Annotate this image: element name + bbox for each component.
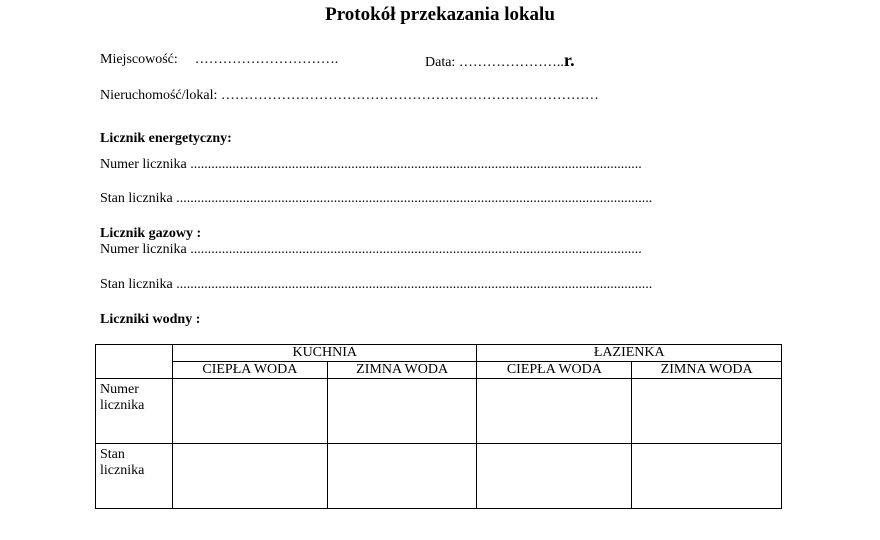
group-bathroom: ŁAZIENKA	[477, 345, 782, 362]
energy-number-dots[interactable]: .................................................................................................................................	[190, 157, 642, 172]
energy-number-label: Numer licznika	[100, 157, 187, 172]
table-group-row	[96, 345, 782, 362]
place-line	[100, 52, 338, 68]
date-suffix: r.	[563, 50, 575, 70]
property-dots[interactable]: ………………………………………………………………………	[220, 88, 599, 103]
cell-number-bathroom-cold[interactable]	[632, 379, 782, 444]
date-label: Data:	[425, 55, 456, 70]
col-kitchen-hot: CIEPŁA WODA	[173, 362, 328, 379]
energy-reading-dots[interactable]: ........................................................................................................................................	[176, 191, 653, 206]
col-bathroom-hot: CIEPŁA WODA	[477, 362, 632, 379]
cell-reading-kitchen-hot[interactable]	[173, 444, 328, 509]
water-heading: Liczniki wodny :	[100, 312, 201, 327]
gas-reading-dots[interactable]: ........................................................................................................................................	[176, 277, 653, 292]
cell-number-kitchen-hot[interactable]	[173, 379, 328, 444]
gas-reading-label: Stan licznika	[100, 277, 173, 292]
group-kitchen: KUCHNIA	[173, 345, 477, 362]
date-line	[425, 50, 575, 71]
gas-number-label: Numer licznika	[100, 242, 187, 257]
energy-number-line	[100, 157, 642, 173]
place-dots[interactable]: ………………………….	[194, 52, 339, 67]
document-title: Protokół przekazania lokalu	[325, 4, 555, 25]
cell-reading-bathroom-hot[interactable]	[477, 444, 632, 509]
row-label-number: Numer licznika	[96, 379, 173, 444]
cell-number-bathroom-hot[interactable]	[477, 379, 632, 444]
gas-heading: Licznik gazowy :	[100, 226, 202, 241]
gas-number-line	[100, 242, 642, 258]
place-label: Miejscowość:	[100, 52, 178, 67]
gas-number-dots[interactable]: .................................................................................................................................	[190, 242, 642, 257]
cell-number-kitchen-cold[interactable]	[327, 379, 477, 444]
row-label-reading: Stan licznika	[96, 444, 173, 509]
energy-reading-label: Stan licznika	[100, 191, 173, 206]
energy-heading: Licznik energetyczny:	[100, 131, 232, 146]
water-meters-table	[95, 344, 782, 509]
table-corner-cell	[96, 345, 173, 379]
energy-reading-line	[100, 191, 652, 207]
property-line	[100, 88, 599, 104]
gas-reading-line	[100, 277, 652, 293]
table-row	[96, 444, 782, 509]
table-column-row	[96, 362, 782, 379]
col-bathroom-cold: ZIMNA WODA	[632, 362, 782, 379]
property-label: Nieruchomość/lokal:	[100, 88, 218, 103]
cell-reading-bathroom-cold[interactable]	[632, 444, 782, 509]
cell-reading-kitchen-cold[interactable]	[327, 444, 477, 509]
date-dots[interactable]: …………………..	[458, 55, 564, 70]
col-kitchen-cold: ZIMNA WODA	[327, 362, 477, 379]
table-row	[96, 379, 782, 444]
